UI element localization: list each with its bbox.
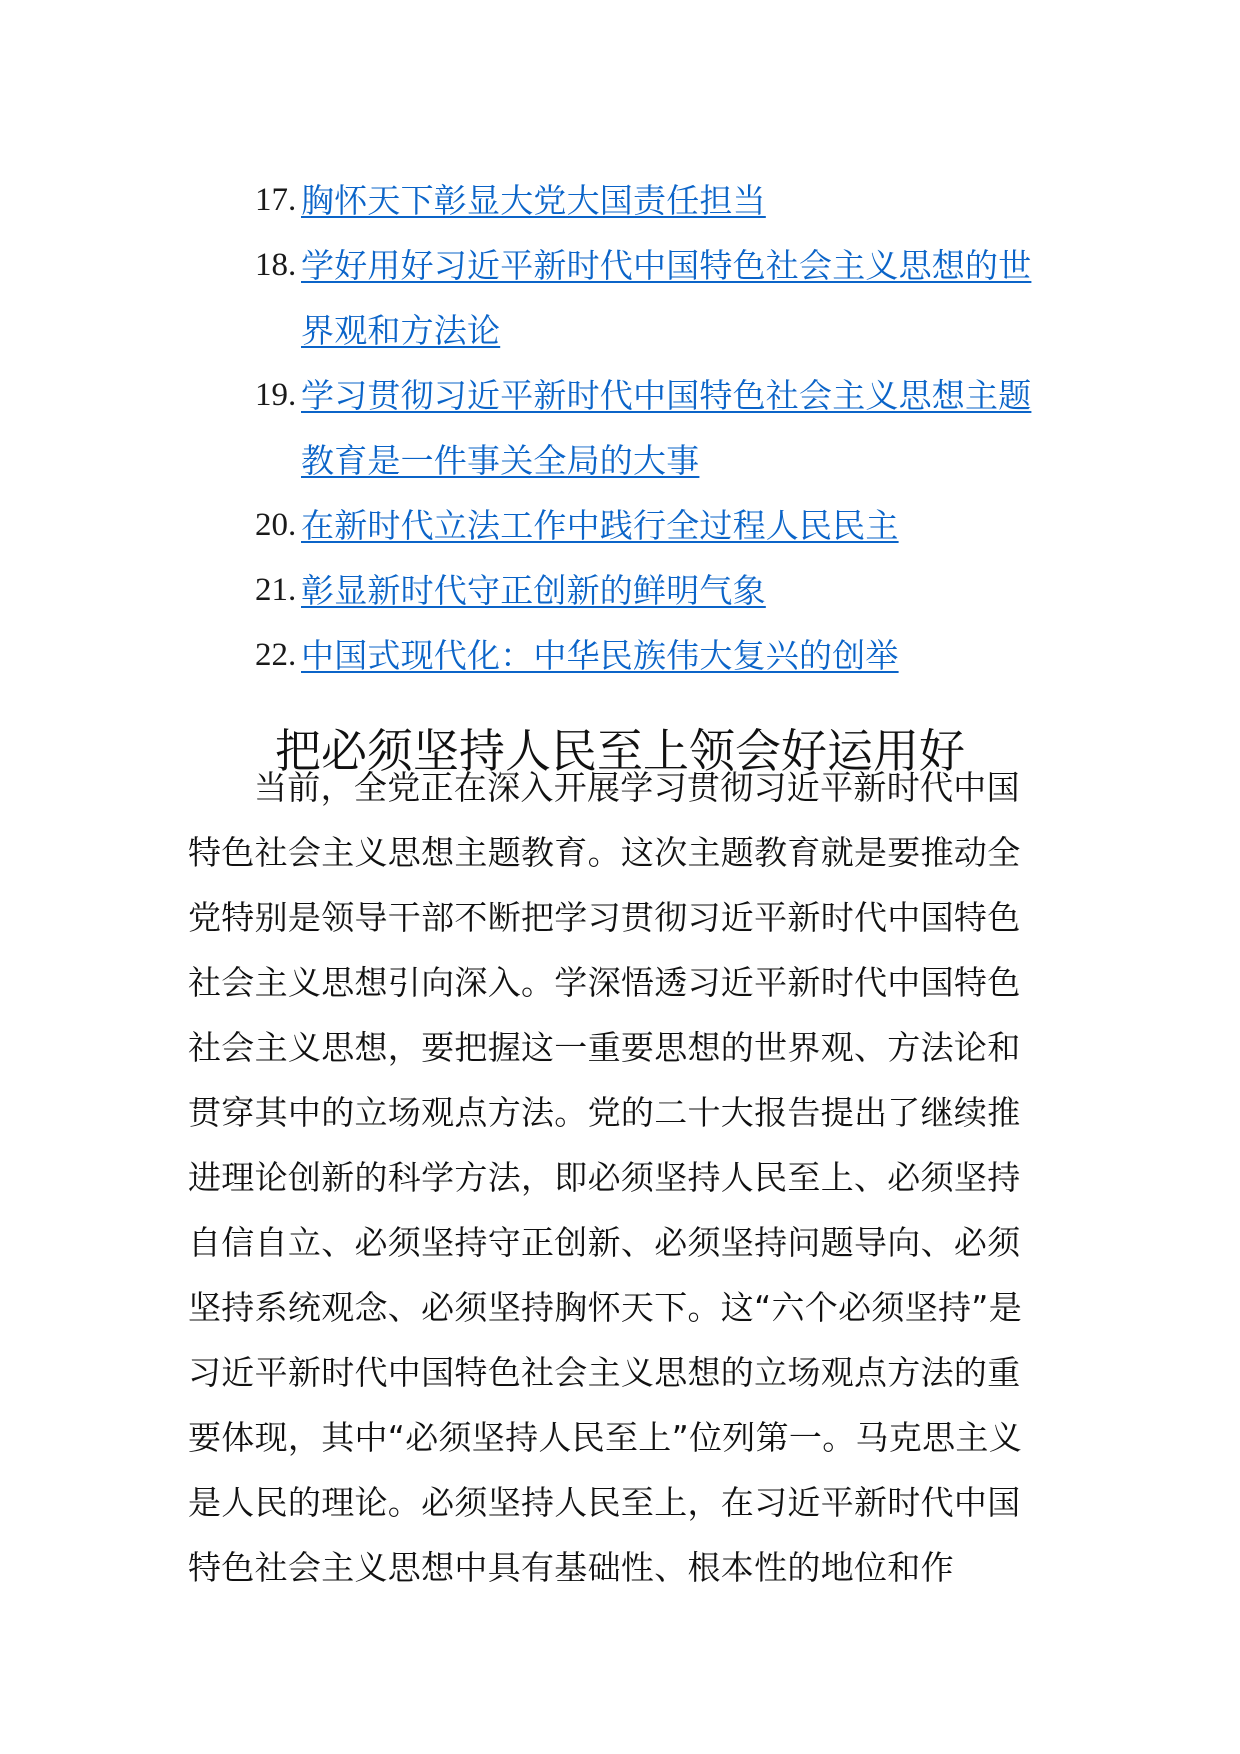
toc-link[interactable]: 在新时代立法工作中践行全过程人民民主 — [301, 506, 899, 545]
table-of-contents — [255, 168, 1055, 688]
toc-link[interactable]: 中国式现代化：中华民族伟大复兴的创举 — [301, 636, 899, 675]
toc-item-19 — [255, 363, 1055, 493]
article-title: 把必须坚持人民至上领会好运用好 — [275, 723, 965, 778]
toc-number: 21. — [255, 572, 297, 608]
toc-number: 18. — [255, 247, 297, 283]
toc-item-20 — [255, 493, 1055, 558]
toc-number: 20. — [255, 507, 297, 543]
article-paragraph: 当前，全党正在深入开展学习贯彻习近平新时代中国特色社会主义思想主题教育。这次主题教育就是要推动全党特别是领导干部不断把学习贯彻习近平新时代中国特色社会主义思想引向深入。学深悟透习近平新时代中国特色社会主义思想，要把握这一重要思想的世界观、方法论和贯穿其中的立场观点方法。党的二十大报告提出了继续推进理论创新的科学方法，即必须坚持人民至上、必须坚持自信自立、必须坚持守正创新、必须坚持问题导向、必须坚持系统观念、必须坚持胸怀天下。这“六个必须坚持”是习近平新时代中国特色社会主义思想的立场观点方法的重要体现，其中“必须坚持人民至上”位列第一。马克思主义是人民的理论。必须坚持人民至上，在习近平新时代中国特色社会主义思想中具有基础性、根本性的地位和作 — [188, 768, 1022, 1587]
toc-item-22 — [255, 623, 1055, 688]
toc-link[interactable]: 彰显新时代守正创新的鲜明气象 — [301, 571, 766, 610]
toc-item-18 — [255, 233, 1055, 363]
toc-item-17 — [255, 168, 1055, 233]
toc-link[interactable]: 学习贯彻习近平新时代中国特色社会主义思想主题教育是一件事关全局的大事 — [301, 376, 1032, 480]
toc-item-21 — [255, 558, 1055, 623]
toc-number: 17. — [255, 182, 297, 218]
toc-number: 19. — [255, 377, 297, 413]
toc-number: 22. — [255, 637, 297, 673]
toc-link[interactable]: 胸怀天下彰显大党大国责任担当 — [301, 181, 766, 220]
toc-link[interactable]: 学好用好习近平新时代中国特色社会主义思想的世界观和方法论 — [301, 246, 1032, 350]
